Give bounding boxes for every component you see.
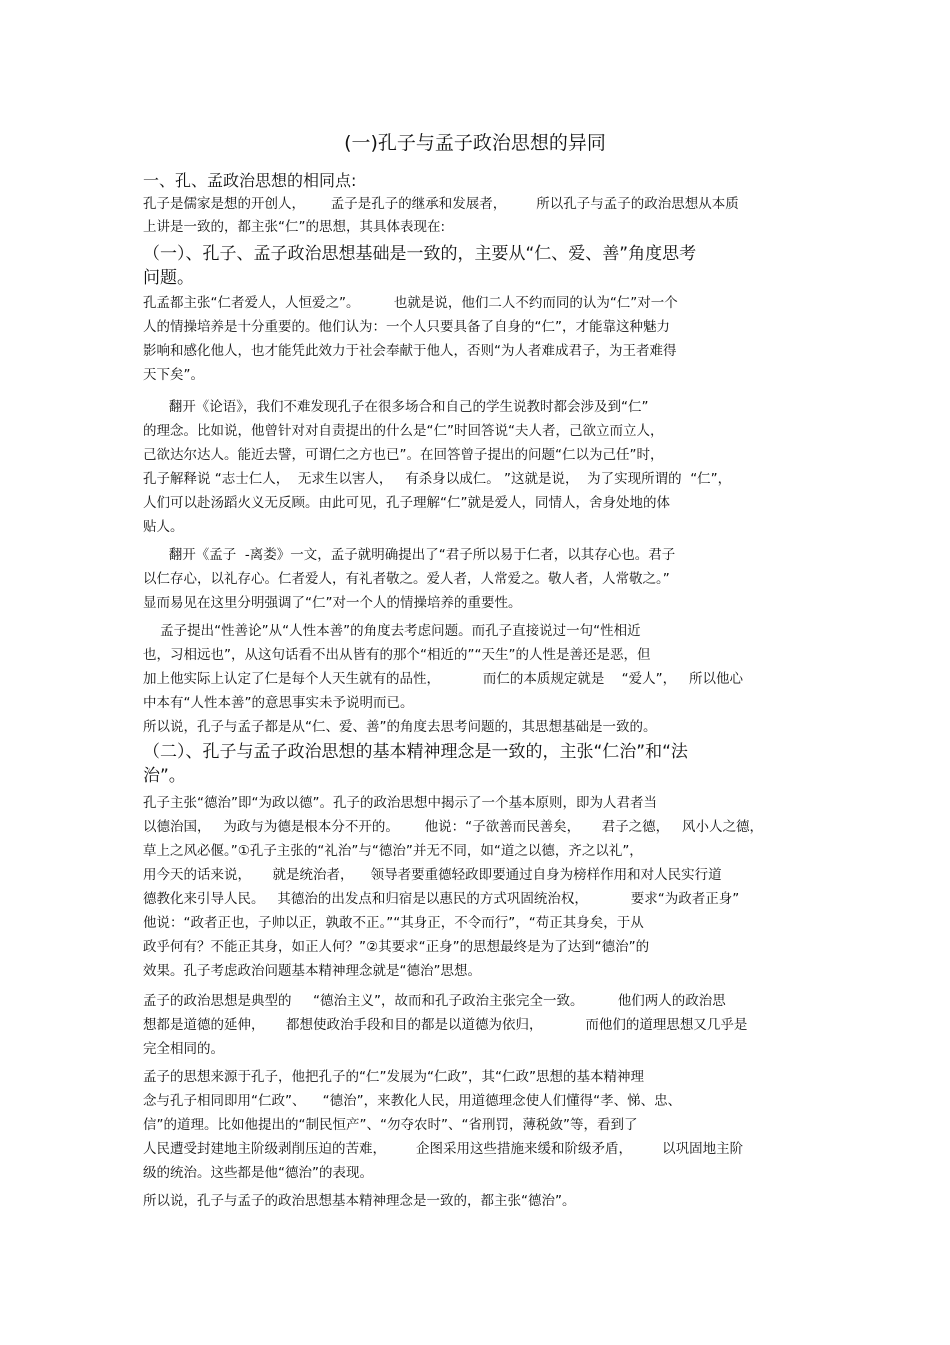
paragraph-line: 天下矣”。: [143, 367, 204, 383]
paragraph-line: 德教化来引导人民。 其德治的出发点和归宿是以惠民的方式巩固统治权， 要求“为政者正身”: [143, 891, 740, 907]
paragraph-line: 孔孟都主张“仁者爱人，人恒爱之”。 也就是说，他们二人不约而同的认为“仁”对一个: [143, 295, 678, 311]
paragraph-line: 草上之风必偃。”①孔子主张的“礼治”与“德治”并无不同，如“道之以德，齐之以礼”，: [143, 843, 643, 859]
document-title: (一)孔子与孟子政治思想的异同: [344, 132, 606, 154]
paragraph-line: 以德治国， 为政与为德是根本分不开的。 他说：“子欲善而民善矣， 君子之德， 风小人之德，: [143, 819, 763, 835]
paragraph-line: 效果。孔子考虑政治问题基本精神理念就是“德治”思想。: [143, 963, 481, 979]
paragraph-line: 想都是道德的延伸， 都想使政治手段和目的都是以道德为依归， 而他们的道理思想又几乎是: [143, 1017, 748, 1033]
paragraph-line: 己欲达尔达人。能近去譬，可谓仁之方也已”。在回答曾子提出的问题“仁以为己任”时，: [143, 447, 664, 463]
paragraph-line: 孔子主张“德治”即“为政以德”。孔子的政治思想中揭示了一个基本原则，即为人君者当: [143, 795, 657, 811]
paragraph-line: 级的统治。这些都是他“德治”的表现。: [143, 1165, 373, 1181]
paragraph-line: 孟子提出“性善论”从“人性本善”的角度去考虑问题。而孔子直接说过一句“性相近: [143, 623, 641, 639]
paragraph-line: 中本有“人性本善”的意思事实未予说明而已。: [143, 695, 414, 711]
paragraph-line: 上讲是一致的，都主张“仁”的思想，其具体表现在:: [143, 219, 446, 235]
paragraph-line: 加上他实际上认定了仁是每个人天生就有的品性， 而仁的本质规定就是 “爱人”， 所以他心: [143, 671, 743, 687]
paragraph-line: 所以说，孔子与孟子的政治思想基本精神理念是一致的，都主张“德治”。: [143, 1193, 576, 1209]
paragraph-line: 念与孔子相同即用“仁政”、 “德治”，来教化人民，用道德理念使人们懂得“孝、悌、忠、: [143, 1093, 682, 1109]
paragraph-line: 政乎何有？不能正其身，如正人何？”②其要求“正身”的思想最终是为了达到“德治”的: [143, 939, 650, 955]
paragraph-line: 人们可以赴汤蹈火义无反顾。由此可见，孔子理解“仁”就是爱人，同情人，舍身处地的体: [143, 495, 670, 511]
paragraph-line: 孟子的思想来源于孔子，他把孔子的“仁”发展为“仁政”，其“仁政”思想的基本精神理: [143, 1069, 644, 1085]
paragraph-line: 也，习相远也”，从这句话看不出从皆有的那个“相近的”“天生”的人性是善还是恶，但: [143, 647, 651, 663]
paragraph-line: 人的情操培养是十分重要的。他们认为：一个人只要具备了自身的“仁”，才能靠这种魅力: [143, 319, 670, 335]
subsection-heading: 治”。: [143, 766, 186, 786]
paragraph-line: 孔子是儒家是想的开创人， 孟子是孔子的继承和发展者， 所以孔子与孟子的政治思想从本质: [143, 196, 739, 212]
paragraph-line: 影响和感化他人，也才能凭此效力于社会奉献于他人，否则“为人者难成君子，为王者难得: [143, 343, 677, 359]
paragraph-line: 人民遭受封建地主阶级剥削压迫的苦难， 企图采用这些措施来缓和阶级矛盾， 以巩固地主阶: [143, 1141, 744, 1157]
paragraph-line: 用今天的话来说， 就是统治者， 领导者要重德轻政即要通过自身为榜样作用和对人民实行道: [143, 867, 722, 883]
paragraph-line: 翻开《论语》，我们不难发现孔子在很多场合和自己的学生说教时都会涉及到“仁”: [143, 399, 649, 415]
paragraph-line: 所以说，孔子与孟子都是从“仁、爱、善”的角度去思考问题的，其思想基础是一致的。: [143, 719, 657, 735]
subsection-heading: （一）、孔子、孟子政治思想基础是一致的，主要从“仁、爱、善”角度思考: [143, 244, 697, 264]
section-heading: 一、孔、孟政治思想的相同点:: [143, 171, 357, 190]
paragraph-line: 贴人。: [143, 519, 184, 535]
paragraph-line: 他说：“政者正也，子帅以正，孰敢不正。”“其身正，不令而行”，“苟正其身矣，于从: [143, 915, 644, 931]
paragraph-line: 以仁存心，以礼存心。仁者爱人，有礼者敬之。爱人者，人常爱之。敬人者，人常敬之。”: [143, 571, 670, 587]
paragraph-line: 孔子解释说 “志士仁人， 无求生以害人， 有杀身以成仁。 ”这就是说， 为了实现所谓的 “仁”，: [143, 471, 732, 487]
paragraph-line: 信”的道理。比如他提出的“制民恒产”、“勿夺农时”、“省刑罚，薄税敛”等，看到了: [143, 1117, 638, 1133]
paragraph-line: 完全相同的。: [143, 1041, 224, 1057]
paragraph-line: 显而易见在这里分明强调了“仁”对一个人的情操培养的重要性。: [143, 595, 522, 611]
paragraph-line: 翻开《孟子 -离娄》一文，孟子就明确提出了“君子所以易于仁者，以其存心也。君子: [143, 547, 676, 563]
subsection-heading: 问题。: [143, 268, 194, 288]
subsection-heading: （二）、孔子与孟子政治思想的基本精神理念是一致的，主张“仁治”和“法: [143, 742, 688, 762]
paragraph-line: 的理念。比如说，他曾针对对自责提出的什么是“仁”时回答说“夫人者，己欲立而立人，: [143, 423, 664, 439]
paragraph-line: 孟子的政治思想是典型的 “德治主义”，故而和孔子政治主张完全一致。 他们两人的政治思: [143, 993, 726, 1009]
